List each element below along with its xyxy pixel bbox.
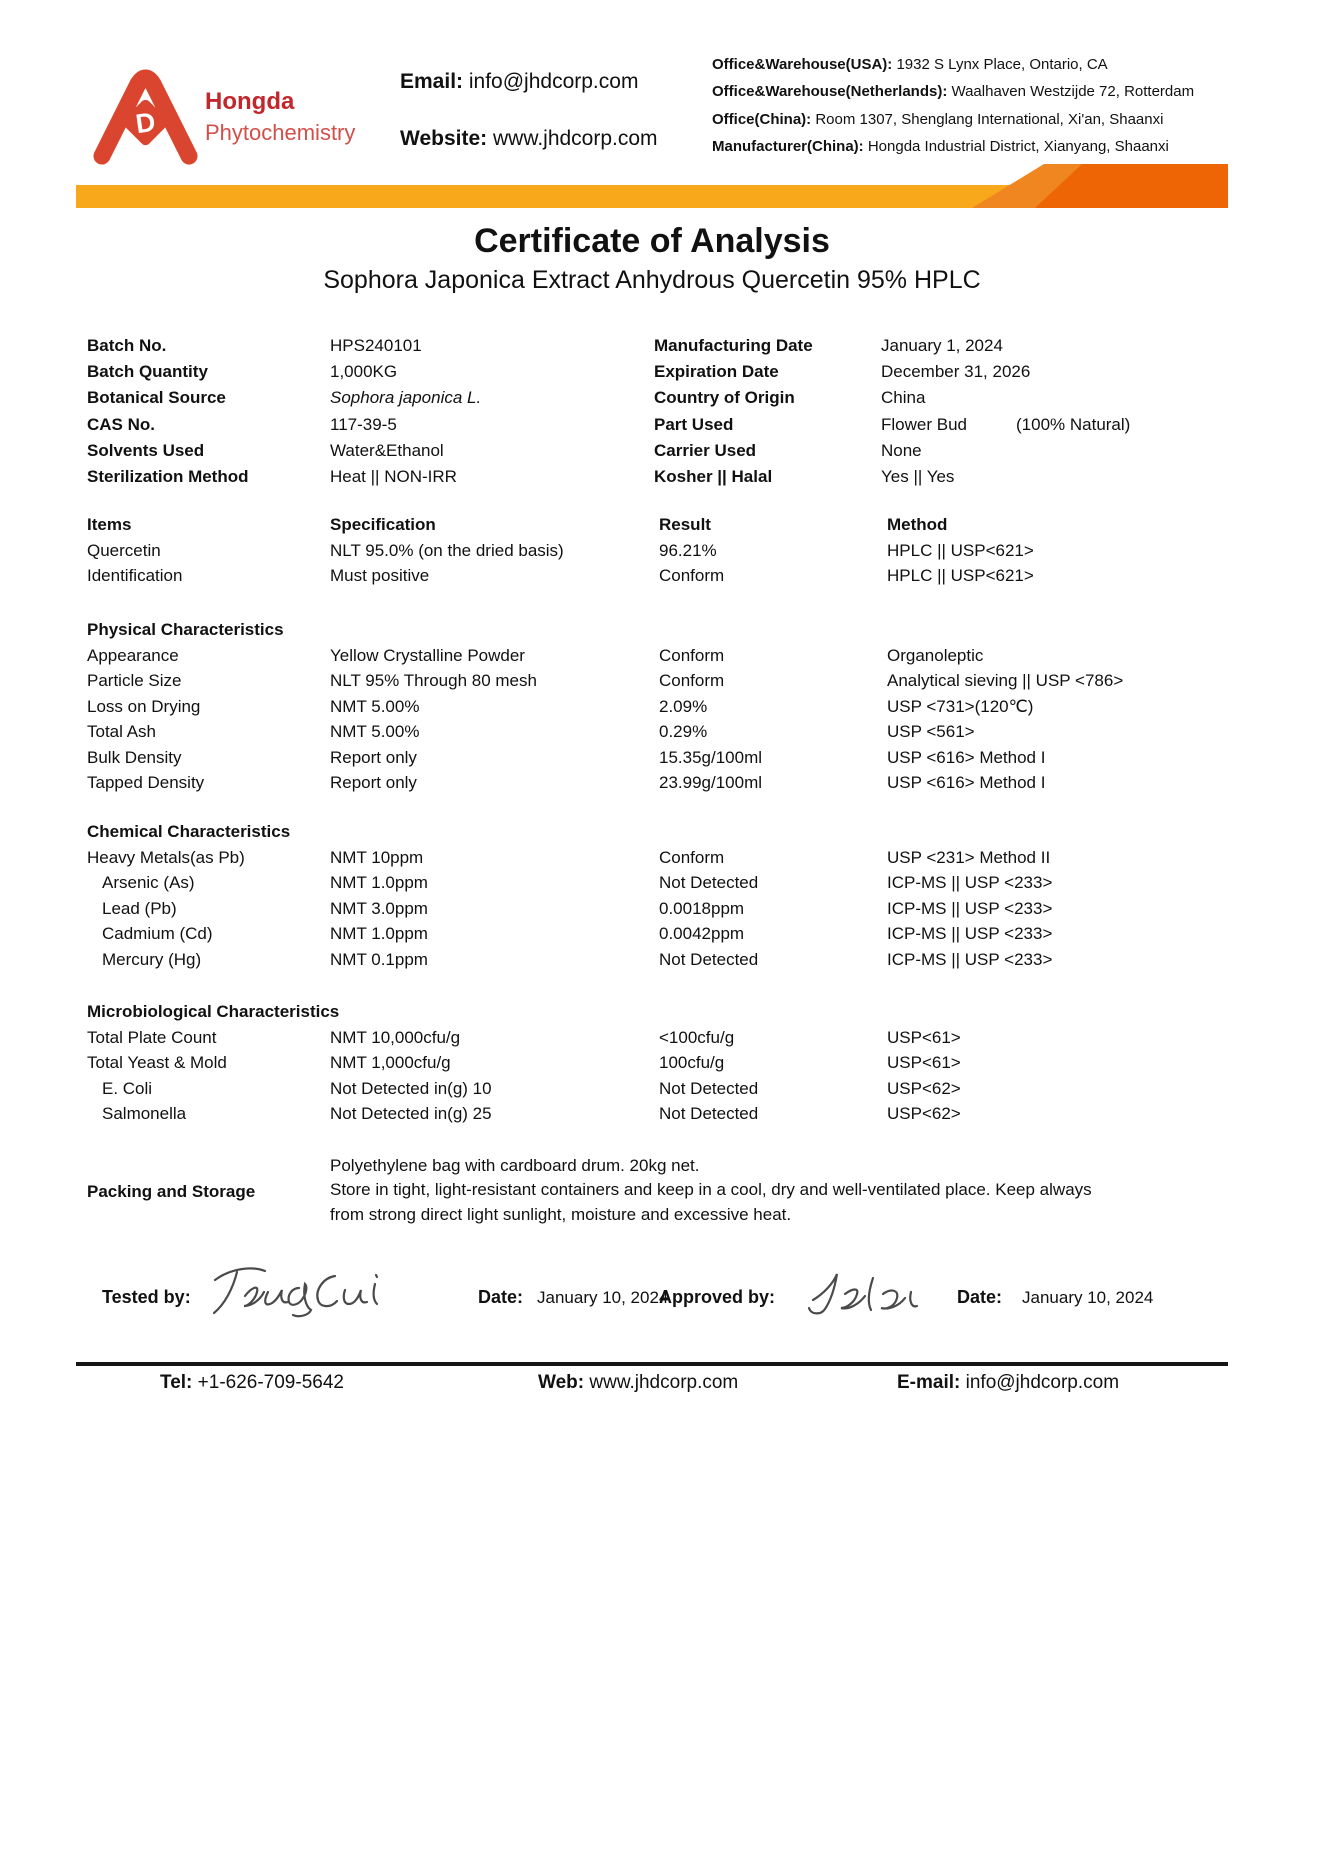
table-row [87,541,1237,567]
table-cell: NMT 0.1ppm [330,949,428,969]
table-cell: Bulk Density [87,747,182,767]
table-cell: NMT 3.0ppm [330,898,428,918]
website-value: www.jhdcorp.com [492,127,658,150]
info-row [654,441,1254,467]
table-row [87,748,1237,774]
table-cell: Conform [659,566,725,585]
table-cell: Not Detected [659,1078,759,1098]
table-cell: E. Coli [102,1078,153,1098]
packing-line: Store in tight, light-resistant containers and keep in a cool, dry and well-ventilated place. Keep always [330,1180,1092,1200]
table-cell: 96.21% [659,540,717,560]
table-cell: Report only [330,773,417,792]
table-row [87,848,1237,874]
table-cell: Heavy Metals(as Pb) [87,847,245,867]
micro-rows [87,1028,1237,1130]
footer-web [538,1372,738,1394]
info-label: Expiration Date [654,362,779,382]
table-cell: Appearance [87,645,179,665]
info-value: None [881,440,922,460]
info-label: Kosher || Halal [654,466,773,486]
tested-signature [205,1260,395,1318]
footer-value: www.jhdcorp.com [589,1372,739,1393]
section-title: Physical Characteristics [87,620,284,639]
info-value: Water&Ethanol [330,440,444,460]
info-row [654,388,1254,414]
table-cell: USP <561> [887,722,975,741]
table-cell: Conform [659,645,725,665]
approved-signature [795,1266,930,1316]
table-cell: ICP-MS || USP <233> [887,898,1053,918]
table-cell: USP <231> Method II [887,847,1051,867]
address-line [712,83,1272,110]
header-website-line [400,127,658,151]
physical-section [87,620,1237,799]
table-cell: USP<61> [887,1027,961,1047]
microbiological-section [87,1002,1237,1130]
table-cell: Analytical sieving || USP <786> [887,671,1124,690]
date-label: Date: [478,1287,524,1307]
info-row [87,415,647,441]
table-row [87,899,1237,925]
table-cell: Yellow Crystalline Powder [330,645,525,665]
info-value: January 1, 2024 [881,336,1003,355]
address-block [712,56,1272,164]
banner-bar [76,164,1228,208]
info-row [87,362,647,388]
approved-by-label: Approved by: [659,1287,776,1307]
table-cell: USP<62> [887,1104,961,1123]
address-label: Manufacturer(China): [712,137,864,155]
table-cell: NMT 10,000cfu/g [330,1027,461,1047]
table-cell: Conform [659,671,725,690]
table-cell: USP <731>(120℃) [887,696,1034,716]
packing-line: from strong direct light sunlight, moisture and excessive heat. [330,1204,792,1224]
section-title: Chemical Characteristics [87,822,291,841]
table-cell: Total Yeast & Mold [87,1053,227,1072]
brand-name: Hongda [205,88,295,115]
footer-label: Tel: [160,1372,193,1393]
table-cell: NMT 5.00% [330,696,420,716]
table-cell: HPLC || USP<621> [887,566,1034,585]
table-cell: Not Detected in(g) 10 [330,1078,492,1098]
table-cell: Total Ash [87,722,156,741]
packing-label: Packing and Storage [87,1182,256,1201]
table-row [87,646,1237,672]
table-row [87,566,1237,592]
table-cell: Organoleptic [887,645,984,665]
table-cell: 15.35g/100ml [659,747,763,767]
table-cell: 100cfu/g [659,1053,725,1072]
table-cell: NMT 1.0ppm [330,924,428,943]
table-cell: Report only [330,747,417,767]
info-row [654,467,1254,493]
items-table [87,515,1237,592]
info-row [87,441,647,467]
table-cell: Not Detected [659,1104,759,1123]
info-label: Part Used [654,414,734,434]
svg-text:D: D [133,106,158,140]
table-cell: Cadmium (Cd) [102,924,213,943]
info-value: December 31, 2026 [881,362,1031,382]
column-header: Items [87,515,132,534]
info-label: Manufacturing Date [654,336,813,355]
table-cell: NMT 10ppm [330,847,424,867]
chemical-section [87,822,1237,975]
info-row [87,388,647,414]
hongda-logo-icon [88,68,203,168]
info-value: Sophora japonica L. [330,388,482,408]
table-cell: 0.0018ppm [659,898,745,918]
table-cell: ICP-MS || USP <233> [887,924,1053,943]
table-cell: Conform [659,847,725,867]
page-title: Certificate of Analysis [474,222,830,260]
table-row [87,873,1237,899]
header-email-line [400,70,638,94]
address-label: Office&Warehouse(Netherlands): [712,82,948,100]
email-value: info@jhdcorp.com [468,70,639,93]
table-cell: Must positive [330,566,430,585]
table-cell: 23.99g/100ml [659,773,763,792]
table-cell: USP <616> Method I [887,747,1046,767]
info-label: Batch Quantity [87,362,208,382]
address-line [712,56,1272,83]
info-value: Heat || NON-IRR [330,466,457,486]
footer-tel [160,1372,344,1394]
address-value: Waalhaven Westzijde 72, Rotterdam [951,82,1195,100]
info-value: Flower Bud [881,414,967,434]
packing-line: Polyethylene bag with cardboard drum. 20kg net. [330,1156,700,1175]
column-header: Specification [330,515,436,534]
address-value: Hongda Industrial District, Xianyang, Shaanxi [867,137,1169,155]
table-cell: Total Plate Count [87,1027,217,1047]
column-header: Result [659,515,711,534]
info-row [654,336,1254,362]
info-value: China [881,388,926,408]
table-cell: Not Detected [659,949,759,969]
address-value: Room 1307, Shenglang International, Xi'an, Shaanxi [815,111,1164,128]
table-cell: Salmonella [102,1104,187,1123]
table-cell: NMT 1,000cfu/g [330,1053,451,1072]
info-value-note: (100% Natural) [1016,414,1131,434]
tested-by-label: Tested by: [102,1287,191,1307]
footer-label: E-mail: [897,1372,961,1393]
info-row [87,467,647,493]
info-label: Batch No. [87,336,167,355]
table-header-row [87,515,1237,541]
footer-label: Web: [538,1372,585,1393]
footer-value: info@jhdcorp.com [965,1372,1120,1393]
physical-rows [87,646,1237,799]
table-cell: HPLC || USP<621> [887,540,1034,560]
table-row [87,697,1237,723]
table-cell: USP<61> [887,1053,961,1072]
info-label: Carrier Used [654,440,757,460]
table-row [87,671,1237,697]
table-cell: USP<62> [887,1078,961,1098]
table-cell: NMT 1.0ppm [330,873,428,892]
table-row [87,1079,1237,1105]
table-row [87,1053,1237,1079]
items-rows [87,541,1237,592]
batch-info-left [87,336,647,493]
footer-email [897,1372,1119,1394]
address-label: Office&Warehouse(USA): [712,56,893,73]
info-value: 117-39-5 [330,414,397,434]
table-cell: Not Detected in(g) 25 [330,1104,492,1123]
footer-divider [76,1362,1228,1366]
address-value: 1932 S Lynx Place, Ontario, CA [896,56,1108,73]
table-cell: <100cfu/g [659,1027,735,1047]
chemical-rows [87,848,1237,976]
info-value: 1,000KG [330,362,398,382]
table-cell: Quercetin [87,540,161,560]
table-cell: ICP-MS || USP <233> [887,873,1053,892]
table-cell: Particle Size [87,671,182,690]
info-row [87,336,647,362]
address-label: Office(China): [712,111,812,128]
table-row [87,950,1237,976]
table-cell: Tapped Density [87,773,205,792]
date-label: Date: [957,1287,1003,1307]
table-row [87,924,1237,950]
table-cell: Lead (Pb) [102,898,177,918]
table-cell: NLT 95% Through 80 mesh [330,671,537,690]
info-label: Country of Origin [654,388,795,408]
table-row [87,1028,1237,1054]
info-label: CAS No. [87,414,155,434]
batch-info-right [654,336,1254,493]
table-cell: Not Detected [659,873,759,892]
info-label: Botanical Source [87,388,226,408]
page-subtitle: Sophora Japonica Extract Anhydrous Quercetin 95% HPLC [323,266,981,294]
info-value: HPS240101 [330,336,422,355]
email-label: Email: [400,70,464,93]
footer-value: +1-626-709-5642 [197,1372,344,1393]
packing-text [330,1156,1150,1229]
approved-date-value: January 10, 2024 [1022,1288,1154,1307]
info-label: Solvents Used [87,440,205,460]
table-row [87,773,1237,799]
address-line [712,138,1272,165]
tested-date-value: January 10, 2024 [537,1288,669,1307]
website-label: Website: [400,127,488,150]
info-row [654,362,1254,388]
brand-subtitle: Phytochemistry [205,120,356,145]
table-cell: Arsenic (As) [102,873,195,892]
table-row [87,722,1237,748]
info-row [654,415,1254,441]
table-cell: NLT 95.0% (on the dried basis) [330,540,564,560]
table-cell: USP <616> Method I [887,773,1046,792]
table-row [87,1104,1237,1130]
info-label: Sterilization Method [87,466,249,486]
table-cell: 0.0042ppm [659,924,745,943]
table-cell: Mercury (Hg) [102,949,202,969]
table-cell: 0.29% [659,722,708,741]
section-title: Microbiological Characteristics [87,1002,340,1021]
table-cell: Loss on Drying [87,696,201,716]
address-line [712,111,1272,138]
table-cell: Identification [87,566,183,585]
column-header: Method [887,515,948,534]
table-cell: 2.09% [659,696,708,716]
table-cell: ICP-MS || USP <233> [887,949,1053,969]
info-value: Yes || Yes [881,466,955,486]
table-cell: NMT 5.00% [330,722,420,741]
